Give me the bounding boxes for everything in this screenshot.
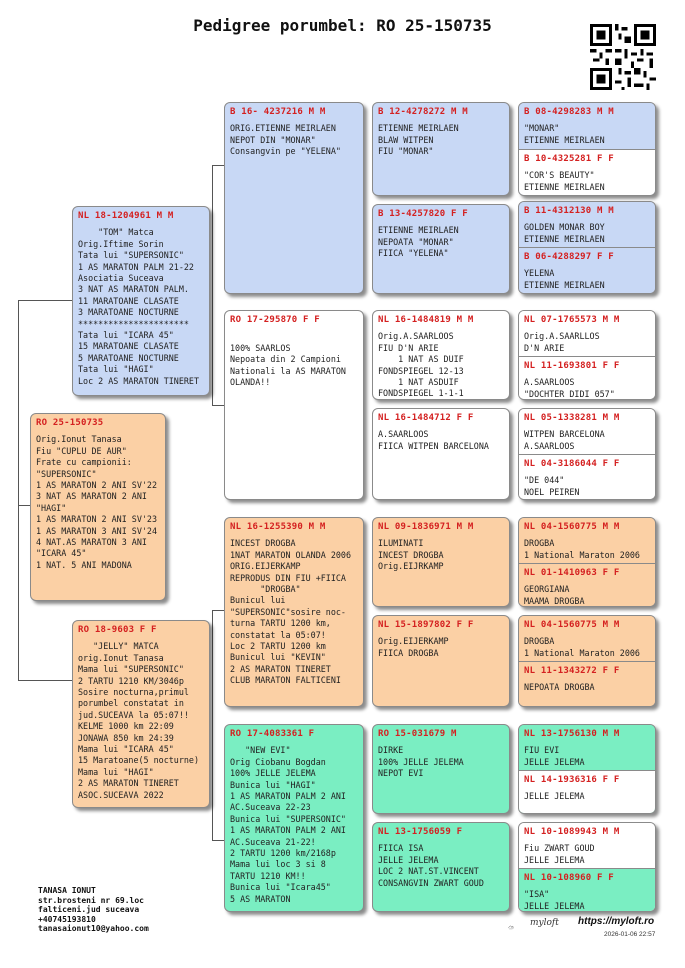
ancestor-female[interactable] xyxy=(519,356,655,400)
pigeon-info: 100% SAARLOS Nepoata din 2 Campioni Nationali la AS MARATON OLANDA!! xyxy=(230,342,346,388)
sire-card[interactable] xyxy=(72,206,210,396)
pigeon-info: DIRKE 100% JELLE JELEMA NEPOT EVI xyxy=(378,745,464,779)
pigeon-info: FIU EVI JELLE JELEMA xyxy=(524,745,585,767)
pigeon-info: ILUMINATI INCEST DROGBA Orig.EIJRKAMP xyxy=(378,538,444,572)
great-grandparent-card[interactable] xyxy=(372,310,510,400)
ancestor-male[interactable] xyxy=(519,823,655,868)
ancestor-pair[interactable] xyxy=(518,201,656,294)
ring-number: NL 13-1756130 M M xyxy=(524,729,620,739)
ring-number: NL 13-1756059 F xyxy=(378,827,463,837)
pigeon-info: DROGBA 1 National Maraton 2006 xyxy=(524,538,640,560)
ancestor-female[interactable] xyxy=(519,247,655,294)
ring-number: B 06-4288297 F F xyxy=(524,252,614,262)
pigeon-info: ETIENNE MEIRLAEN NEPOATA "MONAR" FIICA "YELENA" xyxy=(378,225,459,259)
grandparent-card[interactable] xyxy=(224,310,364,500)
ring-number: NL 10-1089943 M M xyxy=(524,827,620,837)
ancestor-female[interactable] xyxy=(519,563,655,607)
ancestor-male[interactable] xyxy=(519,725,655,770)
ring-number: RO 15-031679 M xyxy=(378,729,457,739)
brand-name: myloft xyxy=(530,918,559,928)
pigeon-info: NEPOATA DROGBA xyxy=(524,682,595,693)
ring-number: B 11-4312130 M M xyxy=(524,206,614,216)
pigeon-info: "ISA" JELLE JELEMA xyxy=(524,889,585,911)
pigeon-info: "COR'S BEAUTY" ETIENNE MEIRLAEN xyxy=(524,170,605,192)
pigeon-info: "TOM" Matca Orig.Iftime Sorin Tata lui "SUPERSONIC" 1 AS MARATON PALM 21-22 Asociatia Suceava 3 NAT AS MARATON PALM. 11 MARATOANE CLASATE 3 MARATOANE NOCTURNE ********************** Tata lui "ICARA 45" 15 MARATOANE CLASATE 5 MARATOANE NOCTURNE Tata lui "HAGI" Loc 2 AS MARATON TINERET xyxy=(78,227,200,386)
pigeon-info: "MONAR" ETIENNE MEIRLAEN xyxy=(524,123,605,145)
pigeon-info: INCEST DROGBA 1NAT MARATON OLANDA 2006 ORIG.EIJERKAMP REPRODUS DIN FIU +FIICA "DROGBA" Bunicul lui "SUPERSONIC"sosire noc- turna TARTU 1200 km, constatat la 05:07! Loc 2 TARTU 1200 km Bunicul lui "KEVIN" 2 AS MARATON TINERET CLUB MARATON FALTICENI xyxy=(230,538,352,686)
timestamp: 2026-01-06 22:57 xyxy=(604,931,656,938)
ring-number: RO 17-4083361 F xyxy=(230,729,315,739)
ring-number: NL 18-1204961 M M xyxy=(78,211,174,221)
ancestor-male[interactable] xyxy=(519,311,655,356)
pigeon-info: Orig.EIJERKAMP FIICA DROGBA xyxy=(378,636,449,658)
pigeon-info: WITPEN BARCELONA A.SAARLOOS xyxy=(524,429,605,451)
page-title: Pedigree porumbel: RO 25-150735 xyxy=(193,16,492,35)
myloft-logo-icon xyxy=(508,917,530,937)
ancestor-pair[interactable] xyxy=(518,724,656,814)
pigeon-info: YELENA ETIENNE MEIRLAEN xyxy=(524,268,605,290)
ancestor-male[interactable] xyxy=(519,103,655,149)
pigeon-info: Fiu ZWART GOUD JELLE JELEMA xyxy=(524,843,595,865)
ancestor-pair[interactable] xyxy=(518,615,656,707)
ancestor-male[interactable] xyxy=(519,409,655,454)
ancestor-pair[interactable] xyxy=(518,408,656,500)
pigeon-info: A.SAARLOOS FIICA WITPEN BARCELONA xyxy=(378,429,489,451)
qr-code xyxy=(590,24,656,90)
ring-number: NL 04-1560775 M M xyxy=(524,620,620,630)
ring-number: B 16- 4237216 M M xyxy=(230,107,326,117)
ancestor-pair[interactable] xyxy=(518,310,656,400)
great-grandparent-card[interactable] xyxy=(372,724,510,814)
grandparent-card[interactable] xyxy=(224,517,364,707)
ring-number: NL 04-1560775 M M xyxy=(524,522,620,532)
great-grandparent-card[interactable] xyxy=(372,517,510,607)
website-link[interactable]: https://myloft.ro xyxy=(578,916,655,927)
ring-number: B 13-4257820 F F xyxy=(378,209,468,219)
ancestor-female[interactable] xyxy=(519,868,655,912)
great-grandparent-card[interactable] xyxy=(372,822,510,912)
great-grandparent-card[interactable] xyxy=(372,102,510,196)
ring-number: NL 10-108960 F F xyxy=(524,873,614,883)
grandparent-card[interactable] xyxy=(224,724,364,912)
ancestor-male[interactable] xyxy=(519,202,655,247)
great-grandparent-card[interactable] xyxy=(372,204,510,294)
ring-number: NL 15-1897802 F F xyxy=(378,620,474,630)
pigeon-info: ETIENNE MEIRLAEN BLAW WITPEN FIU "MONAR" xyxy=(378,123,459,157)
pigeon-info: "NEW EVI" Orig Ciobanu Bogdan 100% JELLE JELEMA Bunica lui "HAGI" 1 AS MARATON PALM 2 ANI AC.Suceava 22-23 Bunica lui "SUPERSONIC" 1 AS MARATON PALM 2 ANI AC.Suceava 21-22! 2 TARTU 1200 km/2168p Mama lui loc 3 si 8 TARTU 1210 KM!! Bunica lui "Icara45" 5 AS MARATON xyxy=(230,745,346,904)
ancestor-male[interactable] xyxy=(519,518,655,563)
ring-number: NL 16-1484819 M M xyxy=(378,315,474,325)
ring-number: B 12-4278272 M M xyxy=(378,107,468,117)
ancestor-female[interactable] xyxy=(519,149,655,196)
ring-number: RO 18-9603 F F xyxy=(78,625,157,635)
ring-number: NL 04-3186044 F F xyxy=(524,459,620,469)
subject-card[interactable] xyxy=(30,413,166,601)
pigeon-info: A.SAARLOOS "DOCHTER DIDI 057" xyxy=(524,377,615,399)
ring-number: NL 16-1255390 M M xyxy=(230,522,326,532)
ring-number: NL 11-1693801 F F xyxy=(524,361,620,371)
pigeon-info: GEORGIANA MAAMA DROGBA xyxy=(524,584,585,606)
ring-number: NL 07-1765573 M M xyxy=(524,315,620,325)
pigeon-info: ORIG.ETIENNE MEIRLAEN NEPOT DIN "MONAR" Consangvin pe "YELENA" xyxy=(230,123,341,157)
ring-number: NL 01-1410963 F F xyxy=(524,568,620,578)
ring-number: NL 05-1338281 M M xyxy=(524,413,620,423)
grandparent-card[interactable] xyxy=(224,102,364,294)
ring-number: NL 09-1836971 M M xyxy=(378,522,474,532)
ring-number: RO 17-295870 F F xyxy=(230,315,320,325)
great-grandparent-card[interactable] xyxy=(372,615,510,707)
owner-contact: TANASA IONUT str.brosteni nr 69.loc falticeni.jud suceava +40745193810 tanasaionut10@yahoo.com xyxy=(38,886,149,934)
ancestor-pair[interactable] xyxy=(518,822,656,912)
great-grandparent-card[interactable] xyxy=(372,408,510,500)
ring-number: NL 11-1343272 F F xyxy=(524,666,620,676)
pigeon-info: Orig.A.SAARLOOS FIU D'N ARIE 1 NAT AS DUIF FONDSPIEGEL 12-13 1 NAT ASDUIF FONDSPIEGEL 1-1-1 xyxy=(378,331,464,399)
pigeon-info: FIICA ISA JELLE JELEMA LOC 2 NAT.ST.VINCENT CONSANGVIN ZWART GOUD xyxy=(378,843,484,888)
ancestor-female[interactable] xyxy=(519,770,655,814)
ring-number: B 10-4325281 F F xyxy=(524,154,614,164)
pigeon-info: Orig.Ionut Tanasa Fiu "CUPLU DE AUR" Frate cu campionii: "SUPERSONIC" 1 AS MARATON 2 ANI SV'22 3 NAT AS MARATON 2 ANI "HAGI" 1 AS MARATON 2 ANI SV'23 1 AS MARATON 3 ANI SV'24 4 NAT.AS MARATON 3 ANI "ICARA 45" 1 NAT. 5 ANI MADONA xyxy=(36,434,158,570)
ancestor-female[interactable] xyxy=(519,661,655,707)
pigeon-info: DROGBA 1 National Maraton 2006 xyxy=(524,636,640,658)
ring-number: NL 14-1936316 F F xyxy=(524,775,620,785)
ancestor-female[interactable] xyxy=(519,454,655,500)
ring-number: B 08-4298283 M M xyxy=(524,107,614,117)
pigeon-info: JELLE JELEMA xyxy=(524,791,585,802)
pigeon-info: GOLDEN MONAR BOY ETIENNE MEIRLAEN xyxy=(524,222,605,244)
ring-number: RO 25-150735 xyxy=(36,418,104,428)
ancestor-pair[interactable] xyxy=(518,102,656,196)
ancestor-male[interactable] xyxy=(519,616,655,661)
ring-number: NL 16-1484712 F F xyxy=(378,413,474,423)
pigeon-info: Orig.A.SAARLLOS D'N ARIE xyxy=(524,331,600,353)
pigeon-info: "DE 044" NOEL PEIREN xyxy=(524,475,580,497)
dam-card[interactable] xyxy=(72,620,210,808)
pigeon-info: "JELLY" MATCA orig.Ionut Tanasa Mama lui "SUPERSONIC" 2 TARTU 1210 KM/3046p Sosire nocturna,primul porumbel constatat in jud.SUCEAVA la 05:07!! KELME 1000 km 22:09 JONAWA 850 km 24:39 Mama lui "ICARA 45" 15 Maratoane(5 nocturne) Mama lui "HAGI" 2 AS MARATON TINERET ASOC.SUCEAVA 2022 xyxy=(78,641,200,800)
ancestor-pair[interactable] xyxy=(518,517,656,607)
